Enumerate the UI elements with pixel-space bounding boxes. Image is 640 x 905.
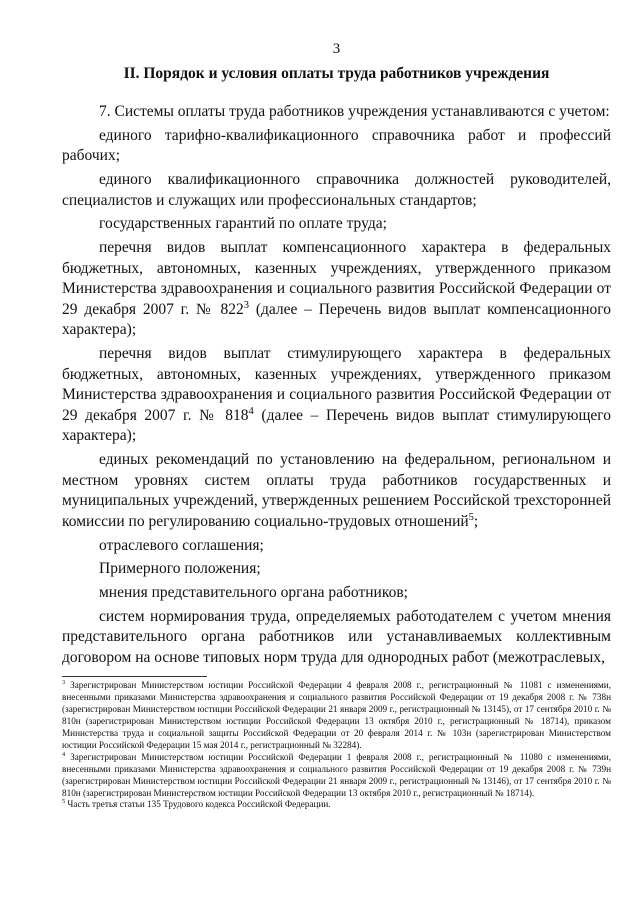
list-item xyxy=(62,344,611,447)
footnote-text: Зарегистрирован Министерством юстиции Российской Федерации 4 февраля 2008 г., регистрационный № 11081 с изменениями, внесенными приказами Министерства здравоохранения и социального развития Российской Федерации от 19 декабря 2008 г. № 738н (зарегистрирован Министерством юстиции Российской Федерации 21 января 2009 г., регистрационный № 13145), от 17 сентября 2010 г. № 810н (зарегистрирован Министерством юстиции Российской Федерации 13 октября 2010 г., регистрационный № 18714), приказом Министерства труда и социальной защиты Российской Федерации от 20 февраля 2014 г. № 103н (зарегистрирован Министерством юстиции Российской Федерации 15 мая 2014 г., регистрационный № 32284). xyxy=(62,680,611,750)
footnote-ref[interactable]: 5 xyxy=(468,511,474,523)
footnote-text: Часть третья статьи 135 Трудового кодекса Российской Федерации. xyxy=(65,799,331,810)
section-title: II. Порядок и условия оплаты труда работников учреждения xyxy=(123,65,550,82)
paragraph-text-tail: (далее – Перечень видов выплат стимулирующего характера); xyxy=(62,406,612,445)
list-item xyxy=(62,559,611,580)
paragraph-text: единого квалификационного справочника должностей руководителей, специалистов и служащих или профессиональных стандартов; xyxy=(62,170,611,209)
footnote-mark: 4 xyxy=(62,750,66,758)
list-item xyxy=(62,536,611,557)
footnotes xyxy=(62,680,611,811)
paragraph-text: перечня видов выплат компенсационного характера в федеральных бюджетных, автономных, казенных учреждениях, утвержденного приказом Министерства здравоохранения и социального развития Российской Федерации от 29 декабря 2007 г. № 822 xyxy=(62,238,611,318)
footnote-text: Зарегистрирован Министерством юстиции Российской Федерации 1 февраля 2008 г., регистрационный № 11080 с изменениями, внесенными приказами Министерства здравоохранения и социального развития Российской Федерации от 19 декабря 2008 г. № 739н (зарегистрирован Министерством юстиции Российской Федерации 21 января 2009 г., регистрационный № 13146), от 17 сентября 2010 г. № 810н (зарегистрирован Министерством юстиции Российской Федерации 13 октября 2010 г., регистрационный № 18714). xyxy=(62,751,611,798)
item-number: 7. xyxy=(99,103,111,120)
footnote-ref[interactable]: 3 xyxy=(243,299,250,311)
paragraph-text: перечня видов выплат стимулирующего характера в федеральных бюджетных, автономных, казенных учреждениях, утвержденного приказом Министерства здравоохранения и социального развития Российской Федерации от 29 декабря 2007 г. № 818 xyxy=(62,345,611,424)
paragraph-text: единого тарифно-квалификационного справочника работ и профессий рабочих; xyxy=(62,126,611,165)
paragraph-text: Примерного положения; xyxy=(99,560,261,578)
footnote-mark: 5 xyxy=(62,798,66,806)
footnote xyxy=(62,680,611,751)
footnote xyxy=(62,799,611,811)
paragraph-text: отраслевого соглашения; xyxy=(99,536,264,554)
list-item xyxy=(62,126,611,167)
paragraph-7-intro xyxy=(62,102,611,123)
body-text xyxy=(62,102,611,668)
list-item xyxy=(62,607,611,669)
paragraph-text: мнения представительного органа работников; xyxy=(99,583,408,601)
document-page xyxy=(62,40,611,811)
paragraph-text: государственных гарантий по оплате труда; xyxy=(99,215,387,233)
footnote-divider xyxy=(62,676,207,677)
paragraph-text: систем нормирования труда, определяемых работодателем с учетом мнения представительного органа работников или устанавливаемых коллективным договором на основе типовых норм труда для однородных работ (межотраслевых, xyxy=(62,607,611,666)
paragraph-text: единых рекомендаций по установлению на федеральном, региональном и местном уровнях систем оплаты труда работников государственных и муниципальных учреждений, утвержденных решением Российской трехсторонней комиссии по регулированию социально-трудовых отношений xyxy=(62,451,611,530)
footnote-mark: 3 xyxy=(62,679,66,687)
footnote xyxy=(62,752,611,800)
list-item xyxy=(62,583,611,604)
list-item xyxy=(62,170,611,211)
footnote-ref[interactable]: 4 xyxy=(248,405,254,417)
list-item xyxy=(62,450,611,532)
paragraph-text-tail: ; xyxy=(473,512,479,530)
list-item xyxy=(62,238,611,341)
paragraph-text: Системы оплаты труда работников учреждения устанавливаются с учетом: xyxy=(114,103,610,120)
paragraph-text-tail: (далее – Перечень видов выплат компенсационного характера); xyxy=(62,300,612,339)
page-number: 3 xyxy=(332,41,341,57)
list-item xyxy=(62,214,611,235)
